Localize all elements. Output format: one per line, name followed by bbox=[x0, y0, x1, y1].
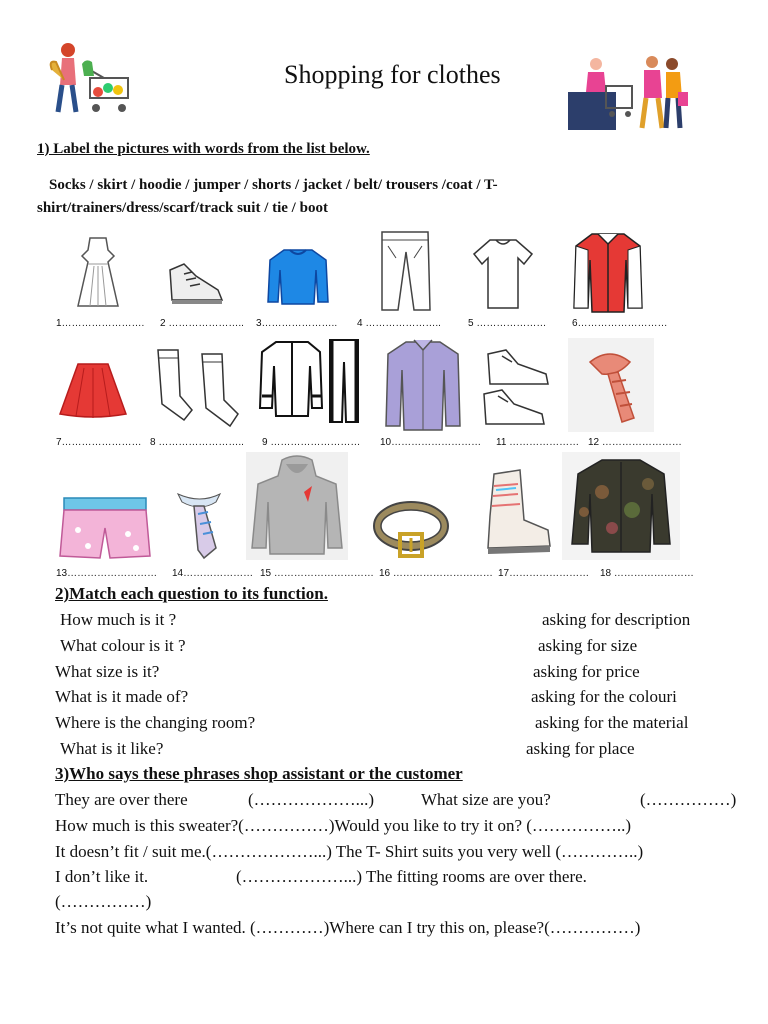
word-list-line-1: Socks / skirt / hoodie / jumper / shorts / jacket / belt/ trousers /coat / T- bbox=[49, 177, 498, 193]
function-2: asking for size bbox=[538, 636, 638, 655]
phrase-line-2: How much is this sweater?(……………)Would you like to try it on? (……………..) bbox=[55, 816, 632, 835]
phrase-line-1a: They are over there bbox=[55, 790, 188, 809]
section3-heading: 3)Who says these phrases shop assistant or the customer bbox=[55, 764, 463, 783]
dress-icon bbox=[74, 236, 122, 308]
checkout-shoppers-icon bbox=[566, 52, 690, 132]
section1-heading: 1) Label the pictures with words from the list below. bbox=[37, 141, 370, 157]
phrase-line-1b: (………………...) bbox=[248, 790, 375, 809]
question-1: How much is it ? bbox=[60, 610, 177, 629]
hoodie-icon bbox=[246, 452, 348, 560]
phrase-line-6: It’s not quite what I wanted. (…………)Where can I try this on, please?(……………) bbox=[55, 918, 641, 937]
picture-label-15: 15 ………………………… bbox=[260, 568, 374, 579]
tracksuit-icon bbox=[258, 336, 362, 426]
picture-label-2: 2 ………………….. bbox=[160, 318, 244, 329]
function-6: asking for place bbox=[526, 739, 635, 758]
section2-heading: 2)Match each question to its function. bbox=[55, 584, 328, 603]
picture-label-18: 18 …………………… bbox=[600, 568, 694, 579]
phrase-line-3: It doesn’t fit / suit me.(………………...) The T- Shirt suits you very well (…………..) bbox=[55, 842, 644, 861]
picture-label-9: 9 ……………………… bbox=[262, 437, 361, 448]
picture-label-11: 11 ………………… bbox=[496, 437, 580, 448]
picture-label-7: 7…………………… bbox=[56, 437, 142, 448]
word-list-line-2: shirt/trainers/dress/scarf/track suit / tie / boot bbox=[37, 200, 328, 216]
picture-label-4: 4 ………………….. bbox=[357, 318, 441, 329]
picture-label-13: 13……………………… bbox=[56, 568, 158, 579]
word-list bbox=[37, 174, 617, 220]
phrase-line-4a: I don’t like it. bbox=[55, 867, 149, 886]
function-3: asking for price bbox=[533, 662, 640, 681]
function-4: asking for the colouri bbox=[531, 687, 677, 706]
question-6: What is it like? bbox=[60, 739, 164, 758]
picture-label-10: 10……………………… bbox=[380, 437, 482, 448]
phrase-line-1d: (……………) bbox=[640, 790, 737, 809]
socks-icon bbox=[152, 346, 242, 430]
belt-icon bbox=[372, 490, 450, 562]
scarf-icon bbox=[568, 338, 654, 432]
picture-label-17: 17…………………… bbox=[498, 568, 590, 579]
picture-label-8: 8 …………………….. bbox=[150, 437, 244, 448]
picture-label-1: 1……………………. bbox=[56, 318, 145, 329]
boot-icon bbox=[478, 466, 554, 558]
shopper-cart-icon bbox=[38, 40, 136, 118]
question-2: What colour is it ? bbox=[60, 636, 186, 655]
picture-label-14: 14………………… bbox=[172, 568, 254, 579]
shirt-icon bbox=[384, 336, 462, 432]
phrase-line-4b: (………………...) The fitting rooms are over there. bbox=[236, 867, 587, 886]
question-4: What is it made of? bbox=[55, 687, 189, 706]
phrase-line-1c: What size are you? bbox=[421, 790, 551, 809]
jacket-icon bbox=[572, 230, 644, 314]
picture-label-16: 16 ………………………… bbox=[379, 568, 493, 579]
shorts-icon bbox=[58, 494, 152, 562]
tie-icon bbox=[176, 490, 222, 560]
picture-label-12: 12 …………………… bbox=[588, 437, 682, 448]
phrase-line-5: (……………) bbox=[55, 892, 152, 911]
function-5: asking for the material bbox=[535, 713, 689, 732]
question-5: Where is the changing room? bbox=[55, 713, 256, 732]
tshirt-icon bbox=[472, 236, 534, 310]
page-title: Shopping for clothes bbox=[284, 60, 501, 89]
coat-icon bbox=[562, 452, 680, 560]
picture-label-3: 3………………….. bbox=[256, 318, 338, 329]
jumper-icon bbox=[266, 246, 330, 308]
shoes-icon bbox=[482, 344, 552, 430]
picture-label-5: 5 ………………… bbox=[468, 318, 547, 329]
skirt-icon bbox=[58, 360, 128, 420]
picture-label-6: 6……………………… bbox=[572, 318, 668, 329]
question-3: What size is it? bbox=[55, 662, 160, 681]
trousers-icon bbox=[376, 228, 434, 312]
function-1: asking for description bbox=[542, 610, 691, 629]
trainer-icon bbox=[166, 260, 224, 308]
